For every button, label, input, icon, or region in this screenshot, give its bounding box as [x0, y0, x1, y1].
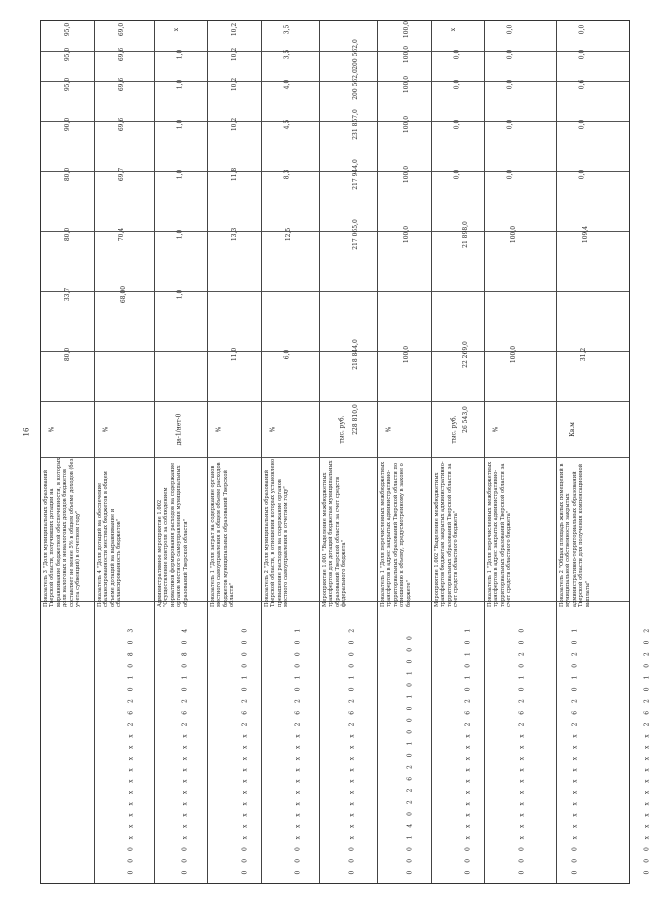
row-value: 69,6 — [117, 117, 125, 132]
grid-line — [485, 231, 556, 232]
row-unit: % — [269, 426, 277, 433]
grid-line — [320, 401, 377, 402]
grid-line — [320, 291, 377, 292]
table-rows — [41, 20, 651, 883]
grid-line — [320, 121, 377, 122]
row-value: 3,5 — [283, 24, 291, 35]
row-value: 0,0 — [506, 24, 514, 35]
grid-line — [41, 401, 94, 402]
row-value: 12,5 — [285, 227, 293, 242]
row-name — [43, 457, 92, 607]
row-value: 100,0 — [402, 225, 410, 244]
row-name-text: Показатель 2 "Доля муниципальных образований Тверской области, в отношении которых установлено превышение расходов на содержание органов местного самоуправления в отчетном году" — [264, 458, 290, 607]
row-value: 0,0 — [578, 119, 586, 130]
document-table — [40, 20, 651, 884]
row-value: 1,0 — [175, 169, 183, 180]
row-value: 1,0 — [175, 289, 183, 300]
grid-line — [557, 401, 629, 402]
row-name-text: Показатель 1 "Доля перечисленных межбюджетных трансфертов в адрес закрытых административно-территориальных образований Тверской области по отношению к объему, предусмотренному в законе о бюджете" — [379, 461, 412, 607]
row-name-text: Показатель 1 "Доля затрат на содержание органов местного самоуправления в общем объеме расходов бюджетов муниципальных образований Тверской области" — [210, 462, 236, 607]
grid-line — [557, 351, 629, 352]
grid-line — [262, 171, 319, 172]
row-value: 100,0 — [510, 345, 518, 364]
row-value: 1,0 — [175, 119, 183, 130]
grid-line — [262, 81, 319, 82]
row-value: 8,3 — [283, 169, 291, 180]
row-value: 1,0 — [175, 229, 183, 240]
grid-line — [262, 291, 319, 292]
row-value: 1,0 — [175, 49, 183, 60]
row-name-text: Показатель 1 "Доля перечисленных межбюджетных трансфертов в адрес закрытых административно-территориальных образований Тверской области за счет средств областного бюджета" — [487, 461, 513, 607]
row-unit: % — [215, 426, 223, 433]
grid-line — [320, 171, 377, 172]
row-name — [434, 457, 483, 607]
grid-line — [557, 291, 629, 292]
row-value: 0,0 — [578, 24, 586, 35]
row-unit: % — [385, 426, 393, 433]
row-value: 3,5 — [283, 49, 291, 60]
row-value: 6,0 — [283, 349, 291, 360]
row-name — [559, 457, 627, 607]
row-name — [380, 457, 429, 607]
row-code: 0 0 0 x x x x x x x x x x 2 6 2 0 1 0 1 0 1 — [464, 625, 472, 875]
row-value: 0,0 — [452, 169, 460, 180]
row-value: 1,0 — [175, 79, 183, 90]
row-value: 100,0 — [402, 75, 410, 94]
row-value: 0,0 — [506, 119, 514, 130]
grid-line — [485, 171, 556, 172]
grid-line — [485, 121, 556, 122]
row-value: 0,0 — [578, 169, 586, 180]
row-value: 10,2 — [231, 22, 239, 37]
grid-line — [485, 291, 556, 292]
row-value: 80,0 — [64, 347, 72, 362]
row-value: 109,4 — [582, 225, 590, 244]
row-value: 100,0 — [510, 225, 518, 244]
row-name — [264, 457, 317, 607]
grid-line — [155, 401, 208, 402]
grid-line — [320, 81, 377, 82]
row-value: 80,0 — [64, 227, 72, 242]
row-value: 0,0 — [506, 49, 514, 60]
grid-line — [432, 231, 485, 232]
row-name-text: Показатель 2 "Общая площадь жилых помещений в муниципальной собственности закрытых административно-территориальных образований Тверской области для получения компенсационной выплаты" — [559, 463, 591, 607]
grid-line — [262, 51, 319, 52]
grid-line — [95, 351, 154, 352]
grid-line — [557, 81, 629, 82]
row-value: 100,0 — [402, 115, 410, 134]
row-name-text: Мероприятие 1.002 "Выделение межбюджетных трансфертов бюджетам закрытых административно-территориальных образований Тверской области за счет средств областного бюджета" — [433, 461, 459, 607]
grid-line — [485, 51, 556, 52]
row-value: 100,0 — [402, 45, 410, 64]
row-code: 0 0 0 x x x x x x x x x x 2 6 2 0 1 0 8 0 4 — [181, 625, 189, 875]
row-name-text: Показатель 3 "Доля муниципальных образований Тверской области, получивших дотации на выравнивание бюджетной обеспеченности, в которых доля налоговых и неналоговых доходов бюджетов составляет не менее 5% в общем объеме доходов (без учета субвенций) в отчетном году" — [43, 457, 82, 607]
row-value: 90,0 — [64, 117, 72, 132]
row-value: 13,3 — [231, 227, 239, 242]
grid-line — [155, 351, 208, 352]
row-name — [487, 457, 554, 607]
row-name-text: Мероприятие 1.001 "Выделение межбюджетных трансфертов для дотаций бюджетам муниципальных образований Тверской области за счет средств федерального бюджета" — [322, 460, 348, 607]
grid-line — [320, 51, 377, 52]
row-name-text: Показатель 4 "Доля дотаций на обеспечение сбалансированности местных бюджетов в общем объеме дотаций на выравнивание и сбалансированность бюджетов" — [96, 471, 123, 607]
row-value: 0,0 — [506, 79, 514, 90]
row-code: 0 0 0 x x x x x x x x x x 2 6 2 0 1 0 2 0 1 — [571, 625, 579, 875]
row-name — [322, 457, 375, 607]
row-value: 0,6 — [578, 79, 586, 90]
row-code: 0 0 0 x x x x x x x x x x 2 6 2 0 1 0 0 0 2 — [348, 625, 356, 875]
row-name — [97, 457, 152, 607]
row-name — [157, 457, 206, 607]
row-value: 200 562,0 — [351, 69, 359, 100]
row-value: 4,0 — [283, 79, 291, 90]
row-value: 10,2 — [231, 47, 239, 62]
page-number: 16 — [22, 427, 31, 437]
grid-line — [320, 231, 377, 232]
grid-line — [557, 231, 629, 232]
row-unit: % — [492, 426, 500, 433]
grid-line — [378, 291, 431, 292]
grid-line — [378, 401, 431, 402]
grid-line — [320, 351, 377, 352]
row-unit: да-1/нет-0 — [175, 413, 183, 446]
row-value: 217 065,0 — [351, 219, 359, 250]
grid-line — [95, 401, 154, 402]
row-value: 218 844,0 — [351, 339, 359, 370]
row-value: 69,6 — [117, 47, 125, 62]
row-value: 100,0 — [402, 165, 410, 184]
grid-line — [262, 401, 319, 402]
table-row — [557, 21, 651, 883]
row-value: 95,0 — [64, 47, 72, 62]
grid-line — [262, 351, 319, 352]
row-unit: % — [48, 426, 56, 433]
grid-line — [557, 121, 629, 122]
grid-line — [432, 351, 485, 352]
row-code: 0 0 0 x x x x x x x x x x 2 6 2 0 1 0 0 0 0 — [241, 625, 249, 875]
row-value: 26 543,0 — [461, 406, 469, 433]
row-value: 11,0 — [231, 347, 239, 362]
row-code: 0 0 0 x x x x x x x x x x 2 6 2 0 1 0 8 0 3 — [127, 625, 135, 875]
row-value: 231 857,0 — [351, 109, 359, 140]
row-unit: Кв.м — [569, 422, 577, 437]
row-value: 70,4 — [117, 227, 125, 242]
row-value: 69,7 — [117, 167, 125, 182]
row-unit: % — [102, 426, 110, 433]
row-value: 0,0 — [578, 49, 586, 60]
row-name-text: Административное мероприятие 1.002 "Осуществление контроля за соблюдением нормативов формирования расходов на содержание органов местного самоуправления муниципальных образований Тверской области" — [156, 462, 189, 607]
row-value: 217 944,0 — [351, 159, 359, 190]
row-value: 95,0 — [64, 22, 72, 37]
grid-line — [557, 171, 629, 172]
grid-line — [208, 291, 261, 292]
row-value: 0,0 — [452, 79, 460, 90]
grid-line — [432, 291, 485, 292]
grid-line — [557, 51, 629, 52]
row-value: 100,0 — [402, 345, 410, 364]
row-name — [210, 457, 259, 607]
row-value: 21 898,0 — [461, 221, 469, 248]
row-value: 10,2 — [231, 117, 239, 132]
row-code: 0 0 0 x x x x x x x x x x 2 6 2 0 1 0 2 0 2 — [643, 625, 651, 875]
grid-line — [485, 401, 556, 402]
grid-line — [262, 121, 319, 122]
row-value: 69,0 — [117, 22, 125, 37]
row-value: 100,0 — [402, 20, 410, 39]
row-value: 95,0 — [64, 77, 72, 92]
row-value: 0,0 — [506, 169, 514, 180]
row-value: 33,7 — [64, 287, 72, 302]
row-value: 10,2 — [231, 77, 239, 92]
row-value: 0,0 — [452, 49, 460, 60]
row-code: 0 0 0 x x x x x x x x x x 2 6 2 0 1 0 2 0 0 — [518, 625, 526, 875]
row-value: 0,0 — [452, 119, 460, 130]
row-value: 22 269,0 — [461, 341, 469, 368]
row-unit: тыс. руб. — [338, 415, 346, 444]
grid-line — [432, 401, 485, 402]
row-value: x — [449, 27, 457, 32]
grid-line — [485, 351, 556, 352]
row-value: 4,5 — [283, 119, 291, 130]
row-value: 228 810,0 — [351, 404, 359, 435]
row-value: 69,6 — [117, 77, 125, 92]
row-value: 11,8 — [231, 167, 239, 182]
row-unit: тыс. руб. — [450, 415, 458, 444]
row-value: 31,2 — [580, 347, 588, 362]
row-value: x — [172, 27, 180, 32]
row-value: 200 562,0 — [351, 39, 359, 70]
grid-line — [485, 81, 556, 82]
row-code: 0 0 0 x x x x x x x x x x 2 6 2 0 1 0 0 0 1 — [294, 625, 302, 875]
grid-line — [208, 401, 261, 402]
row-value: 80,0 — [64, 167, 72, 182]
row-value: 68,00 — [119, 285, 127, 304]
row-code: 0 0 0 1 4 0 2 2 6 2 0 1 0 0 0 1 0 1 0 0 0 — [406, 633, 414, 875]
